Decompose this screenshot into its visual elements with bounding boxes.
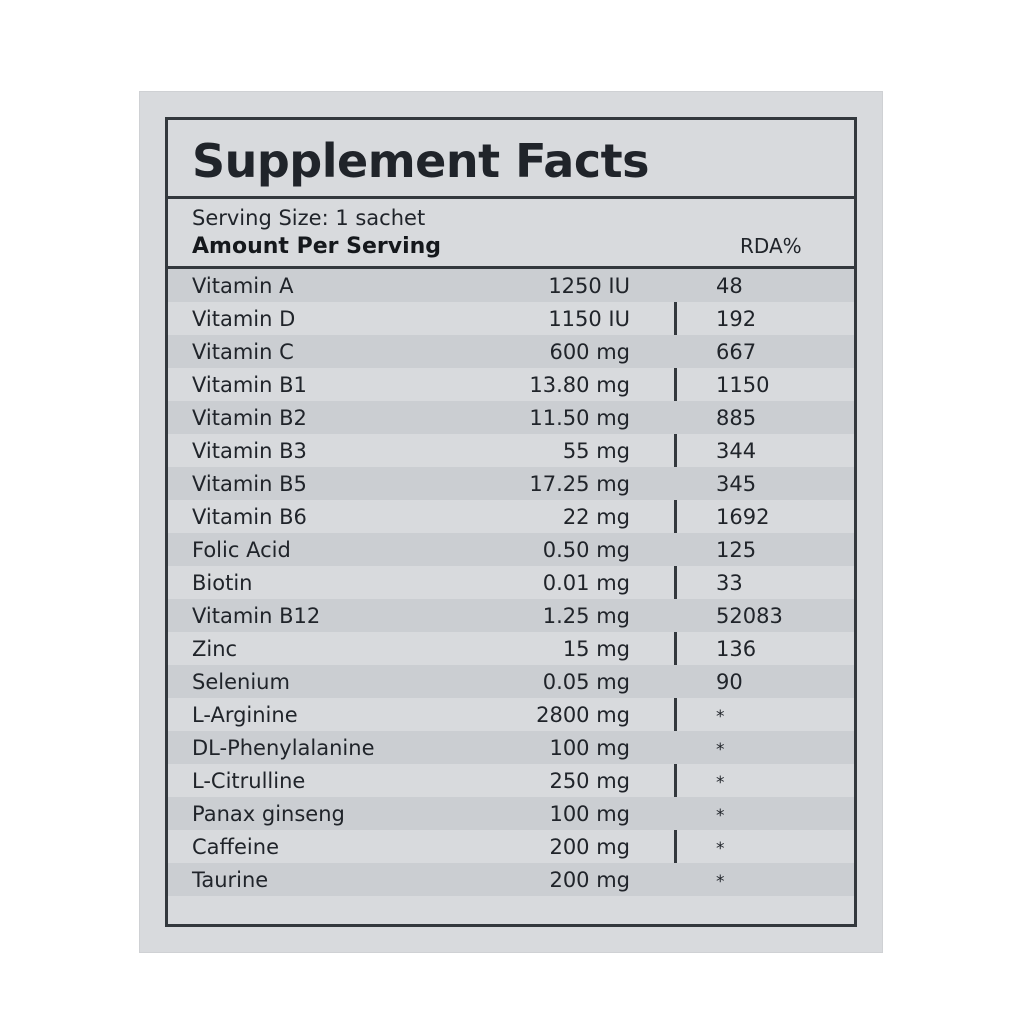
nutrient-name: Vitamin B5 xyxy=(192,471,307,496)
nutrient-name: Vitamin B6 xyxy=(192,504,307,529)
nutrient-name: DL-Phenylalanine xyxy=(192,735,375,760)
nutrient-amount: 100 mg xyxy=(549,735,630,760)
table-row xyxy=(168,533,854,566)
nutrient-amount: 200 mg xyxy=(549,834,630,859)
nutrient-amount: 1.25 mg xyxy=(542,603,630,628)
nutrient-rda: 885 xyxy=(716,405,757,430)
nutrient-rda: * xyxy=(716,706,725,727)
nutrient-name: Vitamin A xyxy=(192,273,294,298)
table-row xyxy=(168,467,854,500)
nutrient-amount: 100 mg xyxy=(549,801,630,826)
nutrient-amount: 0.50 mg xyxy=(542,537,630,562)
nutrient-name: Vitamin D xyxy=(192,306,296,331)
nutrient-amount: 15 mg xyxy=(562,636,630,661)
nutrient-amount: 200 mg xyxy=(549,867,630,892)
nutrient-name: Vitamin B12 xyxy=(192,603,321,628)
table-row xyxy=(168,500,854,533)
table-row xyxy=(168,665,854,698)
table-row xyxy=(168,368,854,401)
nutrient-name: L-Citrulline xyxy=(192,768,306,793)
nutrient-rda: 90 xyxy=(716,669,743,694)
nutrient-name: Taurine xyxy=(192,867,269,892)
serving-size-text: Serving Size: 1 sachet xyxy=(192,206,426,230)
nutrient-table xyxy=(168,269,854,896)
rda-column-header: RDA% xyxy=(740,234,802,258)
page-title: Supplement Facts xyxy=(192,134,649,188)
nutrient-amount: 13.80 mg xyxy=(529,372,630,397)
nutrient-rda: 52083 xyxy=(716,603,783,628)
nutrient-amount: 11.50 mg xyxy=(529,405,630,430)
table-row xyxy=(168,269,854,302)
table-row xyxy=(168,731,854,764)
nutrient-rda: 667 xyxy=(716,339,757,364)
nutrient-amount: 1250 IU xyxy=(548,273,630,298)
nutrient-name: Selenium xyxy=(192,669,290,694)
supplement-label-card xyxy=(140,92,882,952)
nutrient-name: Vitamin B1 xyxy=(192,372,307,397)
nutrient-rda: 125 xyxy=(716,537,757,562)
nutrient-rda: 192 xyxy=(716,306,757,331)
amount-per-serving-row xyxy=(168,232,854,266)
nutrient-rda: 344 xyxy=(716,438,757,463)
nutrient-name: Folic Acid xyxy=(192,537,291,562)
nutrient-rda: * xyxy=(716,805,725,826)
nutrient-rda: 345 xyxy=(716,471,757,496)
nutrient-name: Panax ginseng xyxy=(192,801,345,826)
table-row xyxy=(168,599,854,632)
nutrient-rda: 136 xyxy=(716,636,757,661)
nutrient-rda: 48 xyxy=(716,273,743,298)
nutrient-amount: 2800 mg xyxy=(536,702,630,727)
nutrient-rda: 1692 xyxy=(716,504,770,529)
nutrient-amount: 55 mg xyxy=(562,438,630,463)
nutrient-rda: 33 xyxy=(716,570,743,595)
table-row xyxy=(168,632,854,665)
nutrient-rda: * xyxy=(716,838,725,859)
table-row xyxy=(168,302,854,335)
nutrient-amount: 250 mg xyxy=(549,768,630,793)
supplement-facts-panel xyxy=(165,117,857,927)
table-row xyxy=(168,863,854,896)
table-row xyxy=(168,698,854,731)
nutrient-name: Caffeine xyxy=(192,834,279,859)
table-row xyxy=(168,566,854,599)
nutrient-amount: 0.05 mg xyxy=(542,669,630,694)
nutrient-name: Vitamin B3 xyxy=(192,438,307,463)
nutrient-name: Biotin xyxy=(192,570,253,595)
amount-per-serving-label: Amount Per Serving xyxy=(192,234,442,259)
table-row xyxy=(168,335,854,368)
nutrient-amount: 600 mg xyxy=(549,339,630,364)
table-row xyxy=(168,401,854,434)
table-row xyxy=(168,797,854,830)
nutrient-amount: 22 mg xyxy=(562,504,630,529)
nutrient-rda: * xyxy=(716,739,725,760)
nutrient-rda: * xyxy=(716,772,725,793)
nutrient-amount: 1150 IU xyxy=(548,306,630,331)
nutrient-name: Zinc xyxy=(192,636,238,661)
table-row xyxy=(168,764,854,797)
table-row xyxy=(168,434,854,467)
nutrient-name: L-Arginine xyxy=(192,702,298,727)
nutrient-rows xyxy=(168,269,854,896)
nutrient-rda: * xyxy=(716,871,725,892)
table-row xyxy=(168,830,854,863)
nutrient-rda: 1150 xyxy=(716,372,770,397)
nutrient-name: Vitamin B2 xyxy=(192,405,307,430)
nutrient-amount: 0.01 mg xyxy=(542,570,630,595)
nutrient-amount: 17.25 mg xyxy=(529,471,630,496)
nutrient-name: Vitamin C xyxy=(192,339,294,364)
